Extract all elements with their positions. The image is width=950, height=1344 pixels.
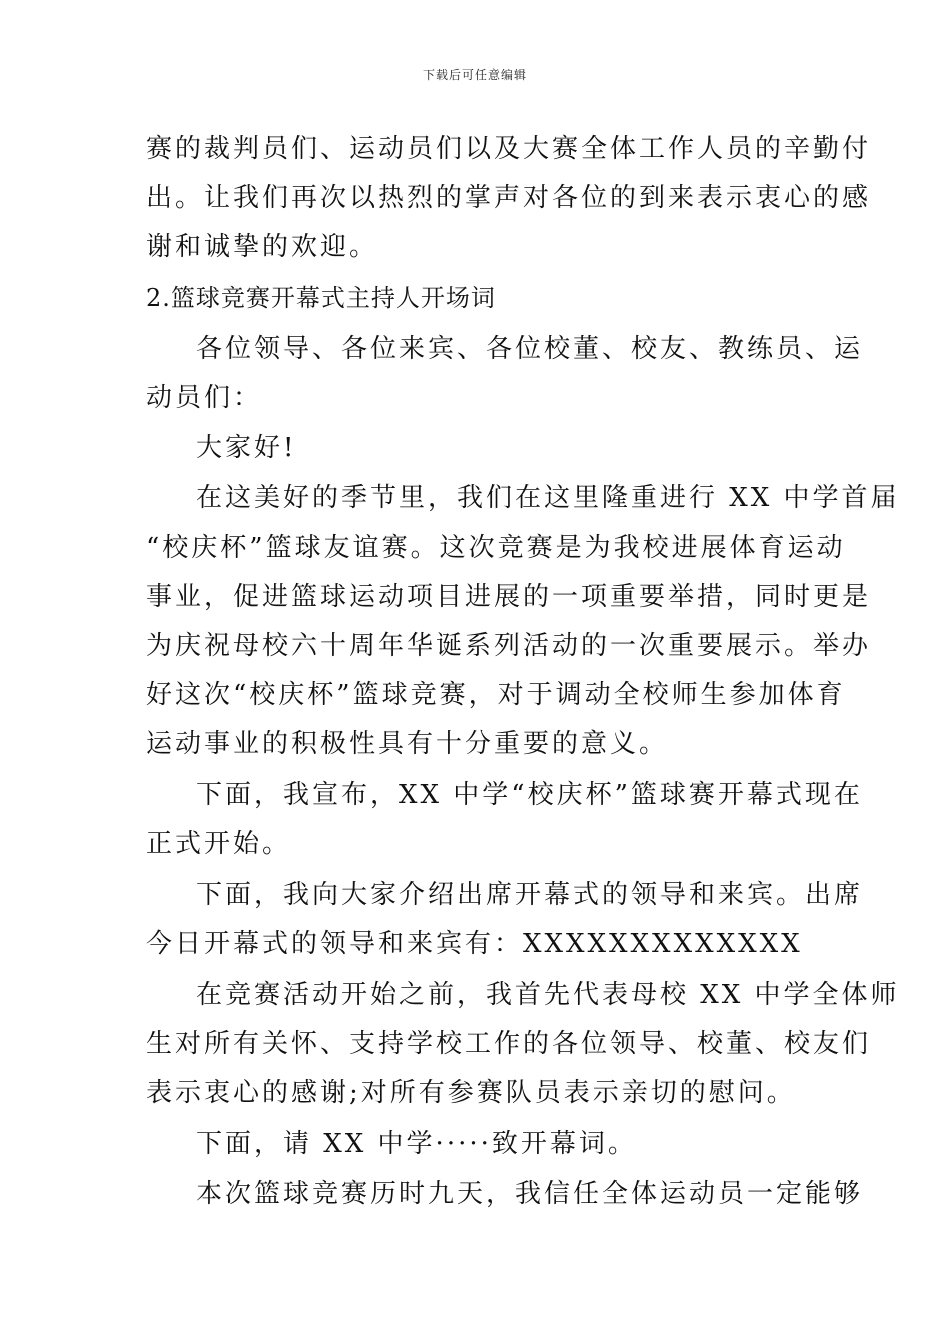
body-line: 运动事业的积极性具有十分重要的意义。 <box>146 729 669 759</box>
body-line: 赛的裁判员们、运动员们以及大赛全体工作人员的辛勤付 <box>146 134 872 164</box>
body-line: 各位领导、各位来宾、各位校董、校友、教练员、运 <box>196 334 864 364</box>
body-line: 好这次“校庆杯”篮球竞赛，对于调动全校师生参加体育 <box>146 680 846 710</box>
body-line: 生对所有关怀、支持学校工作的各位领导、校董、校友们 <box>146 1029 872 1059</box>
body-line: 下面，请 XX 中学·····致开幕词。 <box>196 1129 637 1159</box>
page-header: 下载后可任意编辑 <box>422 68 527 82</box>
body-line: 出。让我们再次以热烈的掌声对各位的到来表示衷心的感 <box>146 183 872 213</box>
body-line: 下面，我向大家介绍出席开幕式的领导和来宾。出席 <box>196 880 864 910</box>
body-line: 下面，我宣布，XX 中学“校庆杯”篮球赛开幕式现在 <box>196 780 863 810</box>
body-line: 本次篮球竞赛历时九天，我信任全体运动员一定能够 <box>196 1179 864 1209</box>
body-line: 在这美好的季节里，我们在这里隆重进行 XX 中学首届 <box>196 483 900 513</box>
body-line: 事业，促进篮球运动项目进展的一项重要举措，同时更是 <box>146 582 872 612</box>
body-line: 为庆祝母校六十周年华诞系列活动的一次重要展示。举办 <box>146 631 872 661</box>
body-line: 表示衷心的感谢;对所有参赛队员表示亲切的慰问。 <box>146 1078 796 1108</box>
body-line: 今日开幕式的领导和来宾有：XXXXXXXXXXXXX <box>146 929 803 959</box>
section-heading: 2.篮球竞赛开幕式主持人开场词 <box>146 284 496 312</box>
body-line: 谢和诚挚的欢迎。 <box>146 232 379 262</box>
body-line: 在竞赛活动开始之前，我首先代表母校 XX 中学全体师 <box>196 980 900 1010</box>
body-line: 动员们： <box>146 383 263 413</box>
body-line: “校庆杯”篮球友谊赛。这次竞赛是为我校进展体育运动 <box>146 533 846 563</box>
body-line: 大家好! <box>196 433 297 463</box>
body-line: 正式开始。 <box>146 829 292 859</box>
